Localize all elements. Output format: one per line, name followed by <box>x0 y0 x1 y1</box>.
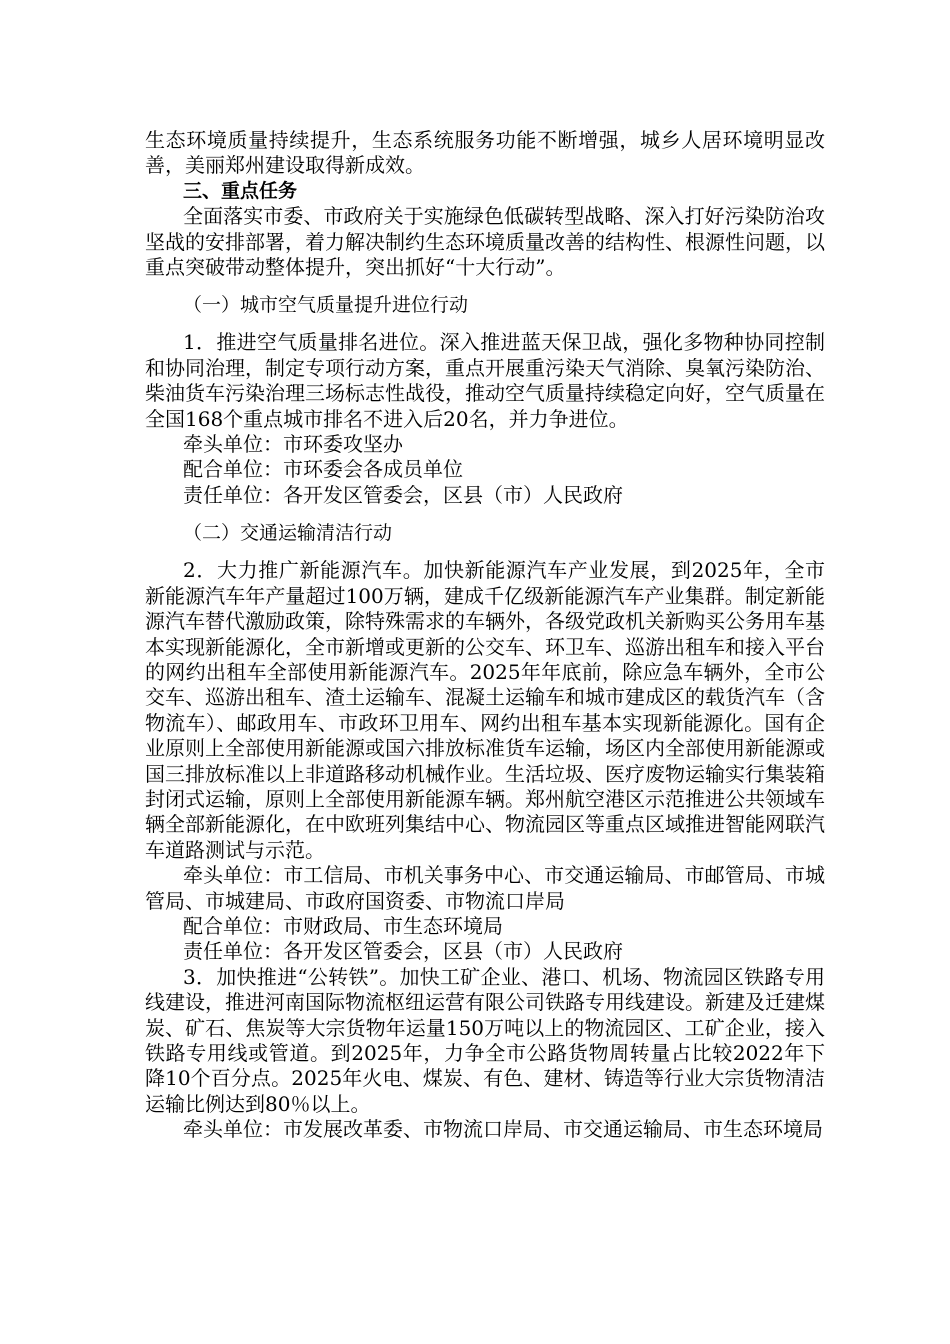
task-item-1: 1．推进空气质量排名进位。深入推进蓝天保卫战，强化多物种协同控制和协同治理，制定专项行动方案，重点开展重污染天气消除、臭氧污染防治、柴油货车污染治理三场标志性战役，推动空气质量持续稳定向好，空气质量在全国168个重点城市排名不进入后20名，并力争进位。 <box>145 330 825 431</box>
document-body <box>145 128 825 1143</box>
subheading-air-quality-action: （一）城市空气质量提升进位行动 <box>183 294 469 317</box>
coop-unit-2: 配合单位：市财政局、市生态环境局 <box>183 913 503 938</box>
section-heading-key-tasks: 三、重点任务 <box>183 179 298 202</box>
resp-unit-2: 责任单位：各开发区管委会，区县（市）人民政府 <box>183 939 623 964</box>
subheading-transport-action: （二）交通运输清洁行动 <box>183 522 393 545</box>
lead-unit-3: 牵头单位：市发展改革委、市物流口岸局、市交通运输局、市生态环境局 <box>183 1117 823 1142</box>
coop-unit-1: 配合单位：市环委会各成员单位 <box>183 457 463 482</box>
resp-unit-1: 责任单位：各开发区管委会，区县（市）人民政府 <box>183 482 623 507</box>
intro-tail-paragraph: 生态环境质量持续提升，生态系统服务功能不断增强，城乡人居环境明显改善，美丽郑州建设取得新成效。 <box>145 128 825 178</box>
section-intro-paragraph: 全面落实市委、市政府关于实施绿色低碳转型战略、深入打好污染防治攻坚战的安排部署，着力解决制约生态环境质量改善的结构性、根源性问题，以重点突破带动整体提升，突出抓好“十大行动”。 <box>145 204 825 280</box>
lead-unit-2: 牵头单位：市工信局、市机关事务中心、市交通运输局、市邮管局、市城管局、市城建局、市政府国资委、市物流口岸局 <box>145 863 825 913</box>
task-item-3: 3．加快推进“公转铁”。加快工矿企业、港口、机场、物流园区铁路专用线建设，推进河南国际物流枢纽运营有限公司铁路专用线建设。新建及迁建煤炭、矿石、焦炭等大宗货物年运量150万吨以上的物流园区、工矿企业，接入铁路专用线或管道。到2025年，力争全市公路货物周转量占比较2022年下降10个百分点。2025年火电、煤炭、有色、建材、铸造等行业大宗货物清洁运输比例达到80％以上。 <box>145 964 825 1116</box>
lead-unit-1: 牵头单位：市环委攻坚办 <box>183 432 403 457</box>
task-item-2: 2．大力推广新能源汽车。加快新能源汽车产业发展，到2025年，全市新能源汽车年产量超过100万辆，建成千亿级新能源汽车产业集群。制定新能源汽车替代激励政策，除特殊需求的车辆外，各级党政机关新购买公务用车基本实现新能源化，全市新增或更新的公交车、环卫车、巡游出租车和接入平台的网约出租车全部使用新能源汽车。2025年年底前，除应急车辆外，全市公交车、巡游出租车、渣土运输车、混凝土运输车和城市建成区的载货汽车（含物流车）、邮政用车、市政环卫用车、网约出租车基本实现新能源化。国有企业原则上全部使用新能源或国六排放标准货车运输，场区内全部使用新能源或国三排放标准以上非道路移动机械作业。生活垃圾、医疗废物运输实行集装箱封闭式运输，原则上全部使用新能源车辆。郑州航空港区示范推进公共领域车辆全部新能源化，在中欧班列集结中心、物流园区等重点区域推进智能网联汽车道路测试与示范。 <box>145 558 825 862</box>
